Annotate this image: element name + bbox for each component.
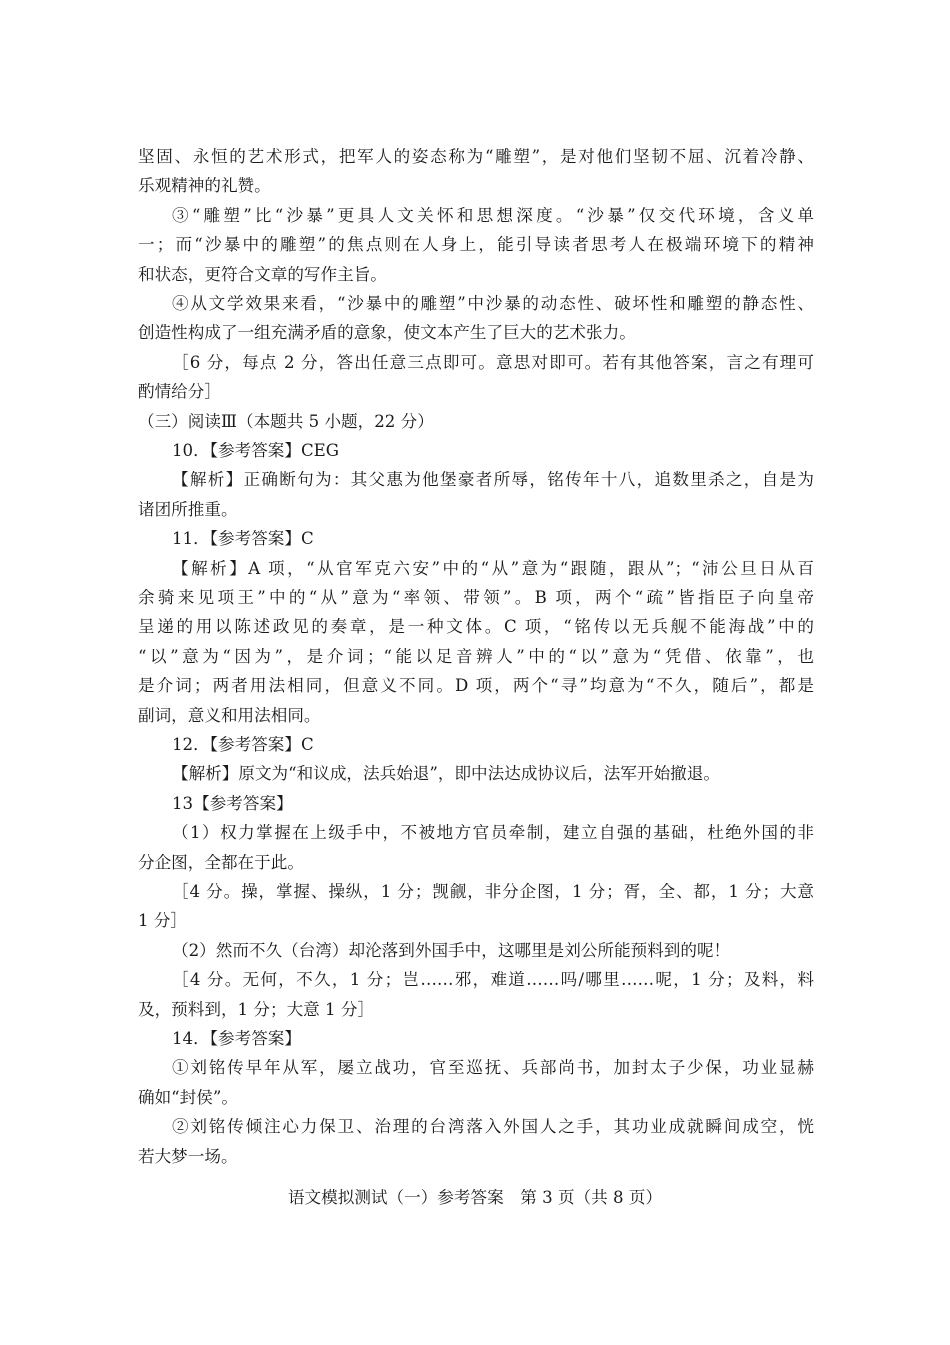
text-line: 若大梦一场。 <box>138 1146 238 1166</box>
text-line: ②刘铭传倾注心力保卫、治理的台湾落入外国人之手，其功业成就瞬间成空，恍 <box>172 1117 814 1137</box>
text-line: 呈递的用以陈述政见的奏章，是一种文体。C 项，“铭传以无兵舰不能海战”中的 <box>138 617 814 637</box>
text-line: ③“雕塑”比“沙暴”更具人文关怀和思想深度。“沙暴”仅交代环境，含义单 <box>172 205 814 225</box>
text-line: 诸团所推重。 <box>138 499 238 519</box>
text-line: 副词，意义和用法相同。 <box>138 705 321 725</box>
text-line: 酌情给分］ <box>138 382 221 402</box>
text-line: 12．【参考答案】C <box>172 735 314 754</box>
text-line: 及，预料到，1 分；大意 1 分］ <box>138 999 375 1019</box>
text-line: 【解析】正确断句为：其父惠为他堡豪者所辱，铭传年十八，追数里杀之，自是为 <box>172 470 814 490</box>
text-line: 是介词；两者用法相同，但意义不同。D 项，两个“寻”均意为“不久，随后”，都是 <box>138 676 814 696</box>
text-line: 乐观精神的礼赞。 <box>138 176 271 196</box>
text-line: 坚固、永恒的艺术形式，把军人的姿态称为“雕塑”，是对他们坚韧不屈、沉着冷静、 <box>138 147 814 166</box>
text-line: 10．【参考答案】CEG <box>172 441 340 460</box>
text-line: 一；而“沙暴中的雕塑”的焦点则在人身上，能引导读者思考人在极端环境下的精神 <box>138 235 814 255</box>
text-line: 创造性构成了一组充满矛盾的意象，使文本产生了巨大的艺术张力。 <box>138 323 636 343</box>
text-line: （三）阅读Ⅲ（本题共 5 小题，22 分） <box>138 411 434 431</box>
text-line: 分企图，全都在于此。 <box>138 852 304 872</box>
text-line: 【解析】A 项，“从官军克六安”中的“从”意为“跟随，跟从”；“沛公旦日从百 <box>172 558 814 578</box>
text-line: ［4 分。无何，不久，1 分；岂……邪，难道……吗/哪里……呢，1 分；及料，料 <box>172 970 814 990</box>
text-line: ①刘铭传早年从军，屡立战功，官至巡抚、兵部尚书，加封太子少保，功业显赫 <box>172 1058 814 1078</box>
text-line: 确如“封侯”。 <box>138 1087 238 1107</box>
page-footer: 语文模拟测试（一）参考答案 第 3 页（共 8 页） <box>287 1188 663 1207</box>
text-line: 14．【参考答案】 <box>172 1029 301 1048</box>
text-line: 【解析】原文为“和议成，法兵始退”，即中法达成协议后，法军开始撤退。 <box>172 764 720 784</box>
text-line: （1）权力掌握在上级手中，不被地方官员牵制，建立自强的基础，杜绝外国的非 <box>172 823 814 843</box>
text-line: 11．【参考答案】C <box>172 529 314 549</box>
text-line: ④从文学效果来看，“沙暴中的雕塑”中沙暴的动态性、破坏性和雕塑的静态性、 <box>172 294 814 313</box>
text-line: 1 分］ <box>138 911 188 931</box>
text-line: 和状态，更符合文章的写作主旨。 <box>138 264 387 284</box>
text-line: “以”意为“因为”，是介词；“能以足音辨人”中的“以”意为“凭借、依靠”，也 <box>138 646 814 666</box>
text-line: 余骑来见项王”中的“从”意为“率领、带领”。B 项，两个“疏”皆指臣子向皇帝 <box>138 588 814 607</box>
text-line: 13【参考答案】 <box>172 793 293 813</box>
text-line: ［4 分。操，掌握、操纵，1 分；觊觎，非分企图，1 分；胥，全、都，1 分；大意 <box>172 882 814 901</box>
text-line: ［6 分，每点 2 分，答出任意三点即可。意思对即可。若有其他答案，言之有理可 <box>172 352 814 372</box>
text-line: （2）然而不久（台湾）却沦落到外国手中，这哪里是刘公所能预料到的呢！ <box>172 940 731 960</box>
